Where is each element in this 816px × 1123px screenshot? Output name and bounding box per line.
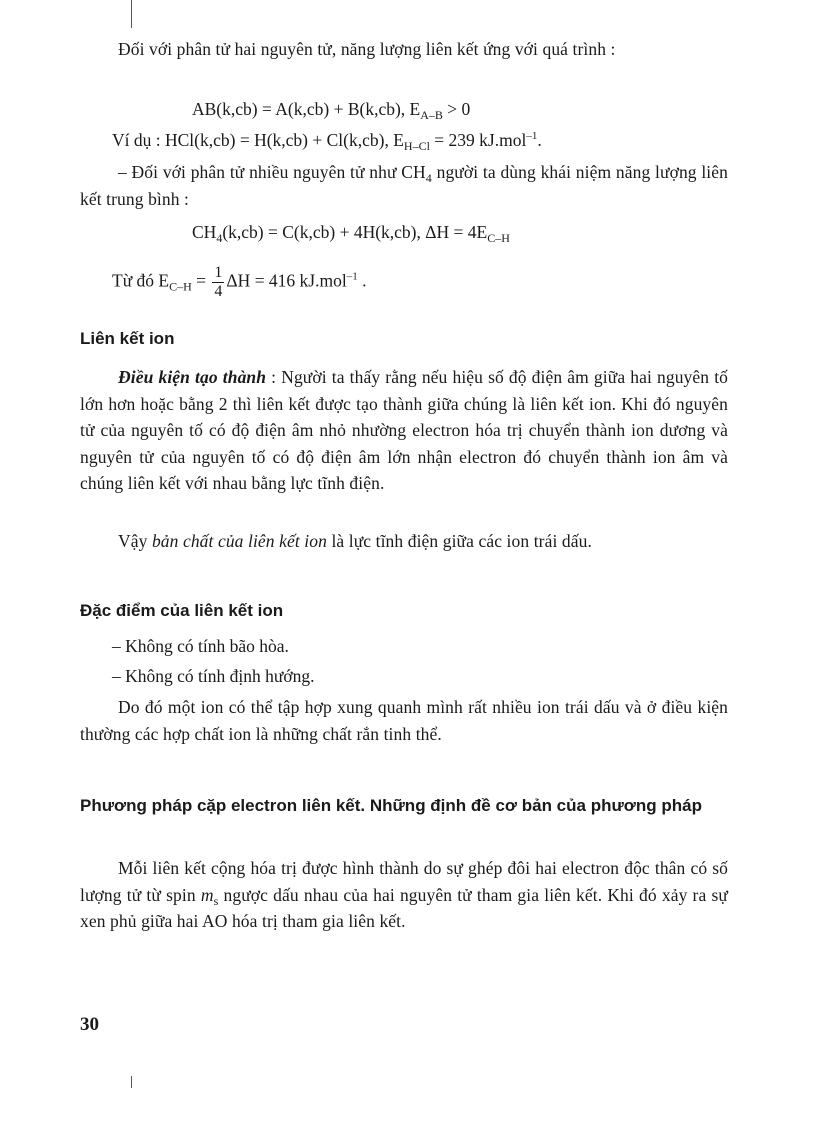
- section-heading-ionic-bond: Liên kết ion: [80, 329, 175, 348]
- example-hcl: Ví dụ : HCl(k,cb) = H(k,cb) + Cl(k,cb), $E_{H-Cl} = 239$ kJ.mol$^{-1}$.: [112, 130, 542, 153]
- binding-mark-bottom: [131, 1076, 132, 1088]
- section1-paragraph-1: Điều kiện tạo thành : Người ta thấy rằng nếu hiệu số độ điện âm giữa hai nguyên tố lớn hơn hoặc bằng 2 thì liên kết được tạo thành giữa chúng là liên kết ion. Khi đó nguyên tử của nguyên tố có độ điện âm nhỏ nhường electron hóa trị chuyển thành ion dương và nguyên tử của nguyên tố có độ điện âm lớn nhận electron đó chuyển thành ion âm và chúng liên kết với nhau bằng lực tĩnh điện.: [80, 367, 729, 493]
- fraction-one-quarter: $\frac{1}{4}$: [214, 264, 223, 300]
- section1-paragraph-2: Vậy bản chất của liên kết ion là lực tĩnh điện giữa các ion trái dấu.: [118, 531, 592, 551]
- bullet-no-direction: – Không có tính định hướng.: [112, 666, 315, 686]
- section3-paragraph: Mỗi liên kết cộng hóa trị được hình thành do sự ghép đôi hai electron độc thân có số lượng tử từ spin $m_s$ ngược dấu nhau của hai nguyên tử tham gia liên kết. Khi đó xảy ra sự xen phủ giữa hai AO hóa trị tham gia liên kết.: [80, 858, 728, 931]
- equation-ab: AB(k,cb) = A(k,cb) + B(k,cb), $E_{A-B} > 0$: [192, 99, 471, 122]
- binding-mark-top: [131, 0, 132, 28]
- bullet-no-saturation: – Không có tính bão hòa.: [112, 636, 289, 656]
- page-number: 30: [80, 1014, 99, 1035]
- section2-paragraph: Do đó một ion có thể tập hợp xung quanh mình rất nhiều ion trái dấu và ở điều kiện thường các hợp chất ion là những chất rắn tinh thể.: [80, 697, 728, 744]
- section-heading-ionic-properties: Đặc điểm của liên kết ion: [80, 601, 284, 620]
- intro-paragraph-1: Đối với phân tử hai nguyên tử, năng lượng liên kết ứng với quá trình :: [118, 39, 616, 59]
- intro-paragraph-2: – Đối với phân tử nhiều nguyên tử như $CH_4$ người ta dùng khái niệm năng lượng liên kết trung bình :: [80, 162, 728, 209]
- section-heading-electron-pair-method: Phương pháp cặp electron liên kết. Những định đề cơ bản của phương pháp: [80, 796, 702, 815]
- equation-ech: Từ đó $E_{C-H}$ = $\frac{1}{4}$ ΔH = 416 kJ.mol$^{-1}$ .: [112, 264, 367, 300]
- equation-ch4: $CH_4(k,cb) = C(k,cb) + 4H(k,cb)$, $\Delta H = 4E_{C-H}$: [192, 222, 510, 245]
